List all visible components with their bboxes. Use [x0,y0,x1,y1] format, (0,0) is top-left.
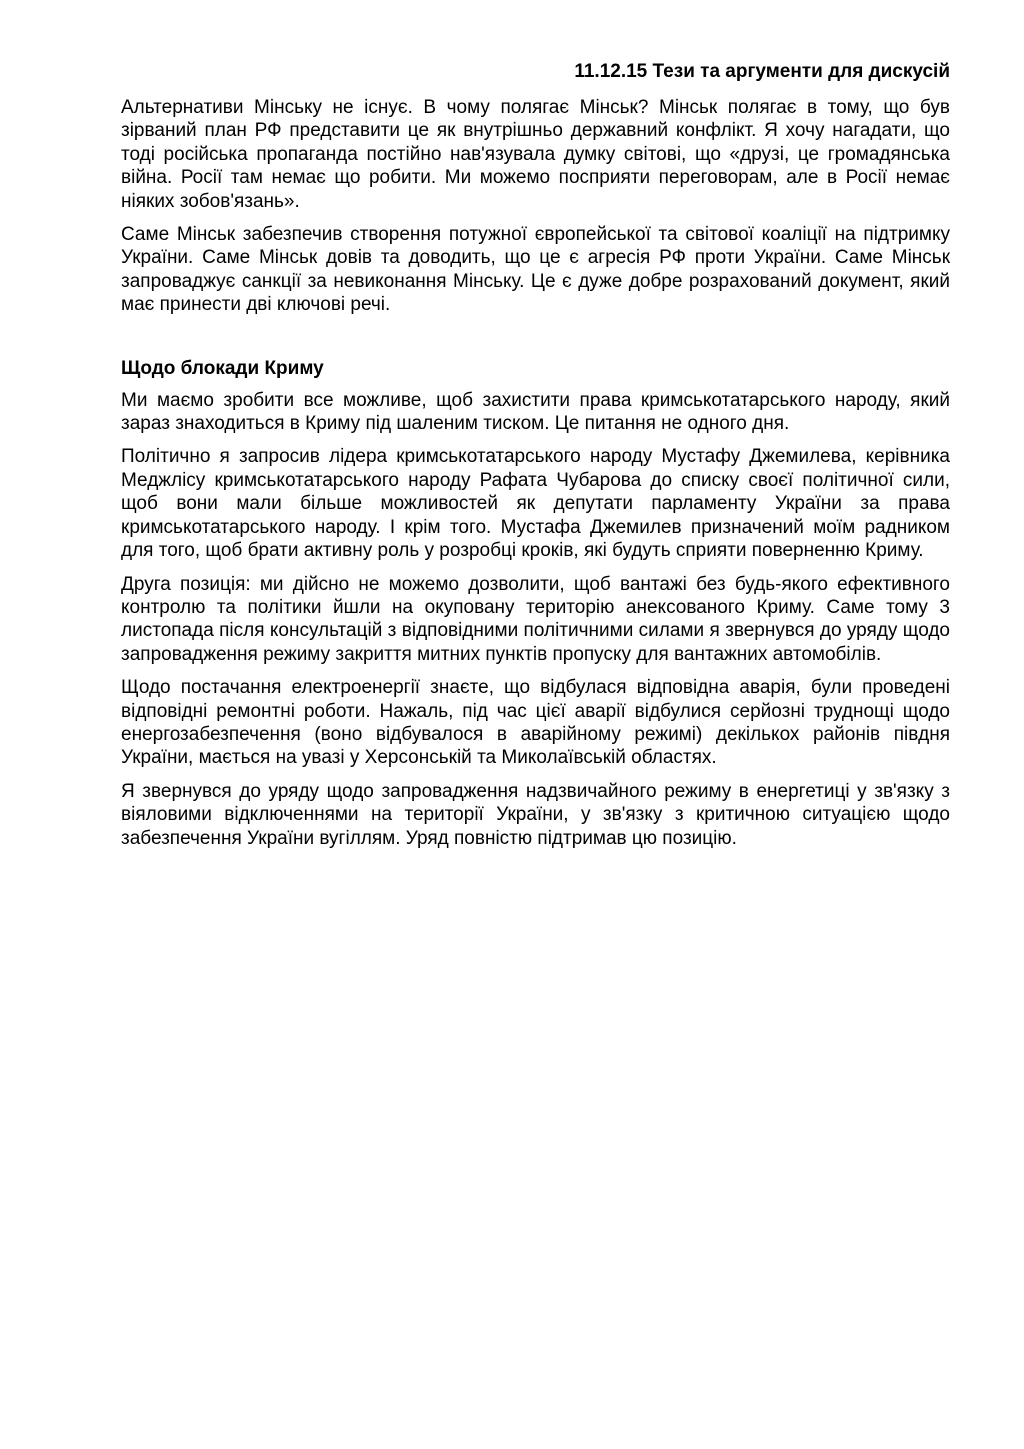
paragraph: Політично я запросив лідера кримськотатарського народу Мустафу Джемилева, керівника Меджлісу кримськотатарського народу Рафата Чубарова до списку своєї політичної сили, щоб вони мали більше можливостей як депутати парламенту України за права кримськотатарського народу. І крім того. Мустафа Джемилев призначений моїм радником для того, щоб брати активну роль у розробці кроків, які будуть сприяти поверненню Криму. [121,446,950,562]
paragraph: Альтернативи Мінську не існує. В чому полягає Мінськ? Мінськ полягає в тому, що був зірваний план РФ представити це як внутрішньо державний конфлікт. Я хочу нагадати, що тоді російська пропаганда постійно нав'язувала думку світові, що «друзі, це громадянська війна. Росії там немає що робити. Ми можемо посприяти переговорам, але в Росії немає ніяких зобов'язань». [121,97,950,212]
document-header: 11.12.15 Тези та аргументи для дискусій [574,61,950,82]
intro-section [121,96,950,317]
paragraph: Саме Мінськ забезпечив створення потужної європейської та світової коаліції на підтримку України. Саме Мінськ довів та доводить, що це є агресія РФ проти України. Саме Мінськ запроваджує санкції за невиконання Мінську. Це є дуже добре розрахований документ, який має принести дві ключові речі. [121,224,950,316]
paragraph: Я звернувся до уряду щодо запровадження надзвичайного режиму в енергетиці у зв'язку з віяловими відключеннями на території України, у зв'язку з критичною ситуацією щодо забезпечення України вугіллям. Уряд повністю підтримав цю позицію. [121,780,950,849]
paragraph: Щодо постачання електроенергії знаєте, що відбулася відповідна аварія, були проведені відповідні ремонтні роботи. Нажаль, під час цієї аварії відбулися серйозні труднощі щодо енергозабезпечення (воно відбувалося в аварійному режимі) декількох районів півдня України, мається на увазі у Херсонській та Миколаївській областях. [121,677,950,769]
section-title: Щодо блокади Криму [121,357,324,379]
document-page [121,60,950,860]
paragraph: Ми маємо зробити все можливе, щоб захистити права кримськотатарського народу, який зараз знаходиться в Криму під шаленим тиском. Це питання не одного дня. [121,389,950,435]
paragraph: Друга позиція: ми дійсно не можемо дозволити, щоб вантажі без будь-якого ефективного контролю та політики йшли на окуповану територію анексованого Криму. Саме тому 3 листопада після консультацій з відповідними політичними силами я звернувся до уряду щодо запровадження режиму закриття митних пунктів пропуску для вантажних автомобілів. [121,573,950,665]
crimea-section [121,357,950,850]
